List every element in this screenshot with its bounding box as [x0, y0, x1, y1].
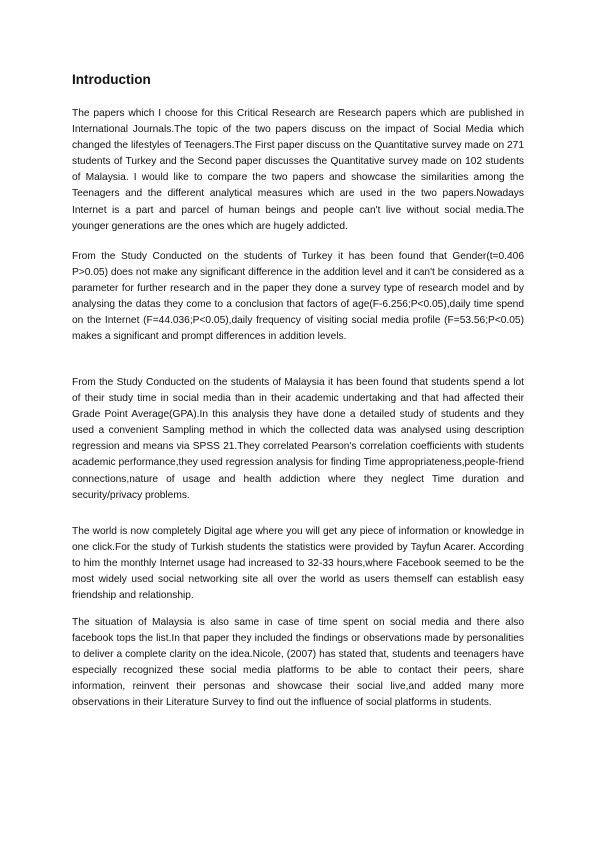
- paragraph-4: The world is now completely Digital age where you will get any piece of information or knowledge in one click.For the study of Turkish students the statistics were provided by Tayfun Acarer. According to him the monthly Internet usage had increased to 32-33 hours,where Facebook seemed to be the most widely used social networking site all over the world as users themself can establish easy friendship and relationship.: [72, 526, 524, 602]
- section-heading: Introduction: [72, 72, 151, 87]
- paragraph-1: The papers which I choose for this Critical Research are Research papers which are published in International Journals.The topic of the two papers discuss on the impact of Social Media which changed the lifestyles of Teenagers.The First paper discuss on the Quantitative survey made on 271 students of Turkey and the Second paper discusses the Quantitative survey made on 102 students of Malaysia. I would like to compare the two papers and showcase the similarities among the Teenagers and the different analytical measures which are used in the two papers.Nowadays Internet is a part and parcel of human beings and people can't live without social media.The younger generations are the ones which are hugely addicted.: [72, 108, 524, 232]
- paragraph-3: From the Study Conducted on the students of Malaysia it has been found that students spend a lot of their study time in social media than in their academic undertaking and that had affected their Grade Point Average(GPA).In this analysis they have done a detailed study of students and they used a convenient Sampling method in which the collected data was analysed using description regression and means via SPSS 21.They correlated Pearson's correlation coefficients with students academic performance,they used regression analysis for finding Time appropriateness,people-friend connections,nature of usage and health addiction where they neglect Time duration and security/privacy problems.: [72, 377, 524, 501]
- paragraph-5: The situation of Malaysia is also same in case of time spent on social media and there also facebook tops the list.In that paper they included the findings or observations made by personalities to deliver a complete clarity on the idea.Nicole, (2007) has stated that, students and teenagers have especially recognized these social media platforms to be able to contact their peers, share information, reinvent their personas and showcase their social live,and added many more observations in their Literature Survey to find out the influence of social platforms in students.: [72, 617, 524, 709]
- paragraph-2: From the Study Conducted on the students of Turkey it has been found that Gender(t=0.406 P>0.05) does not make any significant difference in the addition level and it can't be considered as a parameter for further research and in the paper they done a survey type of research model and by analysing the datas they come to a conclusion that factors of age(F-6.256;P<0.05),daily time spend on the Internet (F=44.036;P<0.05),daily frequency of visiting social media profile (F=53.56;P<0.05) makes a significant and prompt differences in addition levels.: [72, 251, 524, 343]
